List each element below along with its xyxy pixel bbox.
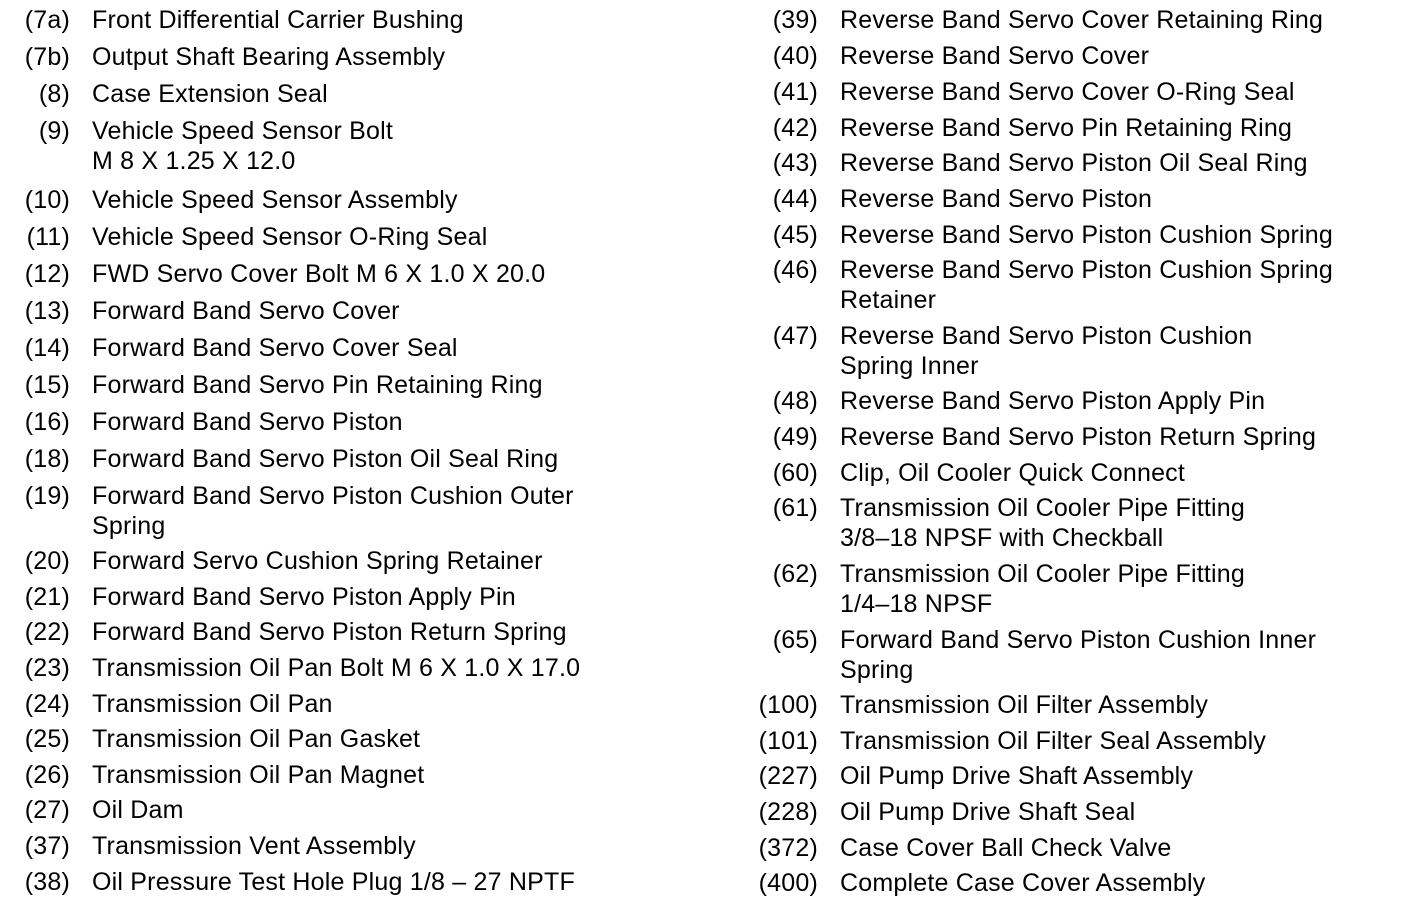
part-number: (11) xyxy=(26,223,70,251)
part-item xyxy=(740,458,1185,488)
part-number: (46) xyxy=(772,256,818,284)
part-description: Transmission Oil Pan Bolt M 6 X 1.0 X 17.0 xyxy=(92,654,581,682)
part-description: Forward Band Servo Piston Oil Seal Ring xyxy=(92,445,559,473)
part-item xyxy=(740,220,1333,250)
part-item xyxy=(740,41,1149,71)
part-description: Forward Band Servo Piston Cushion Outer Spring xyxy=(92,482,574,540)
part-description: FWD Servo Cover Bolt M 6 X 1.0 X 20.0 xyxy=(92,260,546,288)
part-item xyxy=(0,582,516,612)
part-number: (400) xyxy=(758,869,818,897)
part-item xyxy=(0,653,580,683)
part-number: (7a) xyxy=(24,6,70,34)
part-number: (9) xyxy=(38,117,70,145)
part-number: (227) xyxy=(758,762,818,790)
part-description: Transmission Oil Cooler Pipe Fitting 3/8–18 NPSF with Checkball xyxy=(840,494,1246,552)
part-description: Front Differential Carrier Bushing xyxy=(92,6,464,34)
part-number: (65) xyxy=(772,626,818,654)
part-item xyxy=(740,184,1152,214)
part-number: (101) xyxy=(758,727,818,755)
part-number: (62) xyxy=(772,560,818,588)
part-item xyxy=(740,761,1193,791)
part-description: Vehicle Speed Sensor Bolt M 8 X 1.25 X 12.0 xyxy=(92,117,394,175)
part-item xyxy=(0,42,445,72)
part-description: Case Extension Seal xyxy=(92,80,328,108)
part-description: Complete Case Cover Assembly xyxy=(840,869,1206,897)
part-number: (10) xyxy=(24,186,70,214)
part-description: Forward Band Servo Piston xyxy=(92,408,403,436)
part-item xyxy=(0,546,543,576)
part-item xyxy=(740,559,1245,619)
part-number: (22) xyxy=(24,618,70,646)
part-item xyxy=(0,795,184,825)
part-item xyxy=(0,617,567,647)
part-number: (24) xyxy=(24,690,70,718)
part-number: (8) xyxy=(38,80,70,108)
part-item xyxy=(0,222,488,252)
part-description: Transmission Oil Pan Magnet xyxy=(92,761,425,789)
part-description: Oil Dam xyxy=(92,796,184,824)
part-number: (48) xyxy=(772,387,818,415)
part-item xyxy=(740,77,1295,107)
part-item xyxy=(740,5,1323,35)
part-number: (44) xyxy=(772,185,818,213)
part-description: Forward Band Servo Pin Retaining Ring xyxy=(92,371,543,399)
part-item xyxy=(0,760,424,790)
part-number: (43) xyxy=(772,149,818,177)
part-description: Reverse Band Servo Piston Cushion Spring xyxy=(840,221,1333,249)
part-description: Transmission Oil Pan xyxy=(92,690,333,718)
part-item xyxy=(740,386,1265,416)
part-description: Clip, Oil Cooler Quick Connect xyxy=(840,459,1186,487)
part-number: (25) xyxy=(24,725,70,753)
part-description: Forward Band Servo Piston Return Spring xyxy=(92,618,567,646)
part-description: Reverse Band Servo Piston Cushion Spring Inner xyxy=(840,322,1253,380)
part-item xyxy=(740,625,1316,685)
part-item xyxy=(0,79,328,109)
part-number: (49) xyxy=(772,423,818,451)
part-description: Transmission Oil Cooler Pipe Fitting 1/4–18 NPSF xyxy=(840,560,1246,618)
part-item xyxy=(0,333,458,363)
part-description: Oil Pressure Test Hole Plug 1/8 – 27 NPTF xyxy=(92,868,575,896)
part-number: (38) xyxy=(24,868,70,896)
part-description: Vehicle Speed Sensor O-Ring Seal xyxy=(92,223,488,251)
part-description: Output Shaft Bearing Assembly xyxy=(92,43,446,71)
part-description: Transmission Oil Pan Gasket xyxy=(92,725,421,753)
part-item xyxy=(0,481,574,541)
part-item xyxy=(740,493,1245,553)
part-description: Oil Pump Drive Shaft Assembly xyxy=(840,762,1194,790)
part-item xyxy=(0,5,464,35)
part-item xyxy=(0,724,420,754)
part-item xyxy=(740,868,1205,898)
part-description: Reverse Band Servo Piston xyxy=(840,185,1153,213)
part-item xyxy=(0,116,393,176)
part-number: (42) xyxy=(772,114,818,142)
part-number: (45) xyxy=(772,221,818,249)
part-number: (20) xyxy=(24,547,70,575)
part-description: Reverse Band Servo Cover xyxy=(840,42,1150,70)
part-description: Oil Pump Drive Shaft Seal xyxy=(840,798,1136,826)
part-item xyxy=(740,113,1292,143)
part-number: (37) xyxy=(24,832,70,860)
part-item xyxy=(0,444,558,474)
part-number: (7b) xyxy=(24,43,70,71)
part-item xyxy=(740,321,1252,381)
part-number: (14) xyxy=(24,334,70,362)
part-item xyxy=(0,259,545,289)
part-description: Transmission Vent Assembly xyxy=(92,832,416,860)
part-description: Forward Band Servo Cover xyxy=(92,297,400,325)
part-description: Reverse Band Servo Piston Oil Seal Ring xyxy=(840,149,1308,177)
part-item xyxy=(0,867,575,897)
part-description: Reverse Band Servo Piston Return Spring xyxy=(840,423,1317,451)
part-description: Forward Band Servo Piston Cushion Inner Spring xyxy=(840,626,1317,684)
part-item xyxy=(740,690,1208,720)
part-description: Vehicle Speed Sensor Assembly xyxy=(92,186,458,214)
part-number: (27) xyxy=(24,796,70,824)
part-number: (23) xyxy=(24,654,70,682)
part-description: Forward Band Servo Cover Seal xyxy=(92,334,458,362)
part-number: (228) xyxy=(758,798,818,826)
part-number: (47) xyxy=(772,322,818,350)
part-number: (26) xyxy=(24,761,70,789)
part-number: (61) xyxy=(772,494,818,522)
part-number: (39) xyxy=(772,6,818,34)
part-item xyxy=(0,407,403,437)
part-description: Reverse Band Servo Cover O-Ring Seal xyxy=(840,78,1295,106)
part-item xyxy=(740,797,1135,827)
part-description: Transmission Oil Filter Seal Assembly xyxy=(840,727,1267,755)
part-number: (21) xyxy=(24,583,70,611)
part-item xyxy=(0,185,458,215)
part-number: (100) xyxy=(758,691,818,719)
part-number: (41) xyxy=(772,78,818,106)
part-number: (15) xyxy=(24,371,70,399)
part-number: (12) xyxy=(24,260,70,288)
part-item xyxy=(0,689,333,719)
part-item xyxy=(0,831,416,861)
part-description: Case Cover Ball Check Valve xyxy=(840,834,1172,862)
part-number: (372) xyxy=(758,834,818,862)
part-number: (40) xyxy=(772,42,818,70)
part-number: (13) xyxy=(24,297,70,325)
part-description: Reverse Band Servo Cover Retaining Ring xyxy=(840,6,1324,34)
part-number: (18) xyxy=(24,445,70,473)
part-description: Forward Servo Cushion Spring Retainer xyxy=(92,547,543,575)
part-number: (60) xyxy=(772,459,818,487)
part-item xyxy=(740,422,1316,452)
part-item xyxy=(740,255,1333,315)
part-item xyxy=(740,148,1308,178)
part-description: Reverse Band Servo Piston Cushion Spring Retainer xyxy=(840,256,1333,314)
part-description: Forward Band Servo Piston Apply Pin xyxy=(92,583,516,611)
part-description: Transmission Oil Filter Assembly xyxy=(840,691,1209,719)
part-number: (19) xyxy=(24,482,70,510)
part-item xyxy=(740,833,1171,863)
part-item xyxy=(0,370,543,400)
part-description: Reverse Band Servo Pin Retaining Ring xyxy=(840,114,1293,142)
part-number: (16) xyxy=(24,408,70,436)
part-item xyxy=(740,726,1266,756)
part-description: Reverse Band Servo Piston Apply Pin xyxy=(840,387,1266,415)
part-item xyxy=(0,296,400,326)
